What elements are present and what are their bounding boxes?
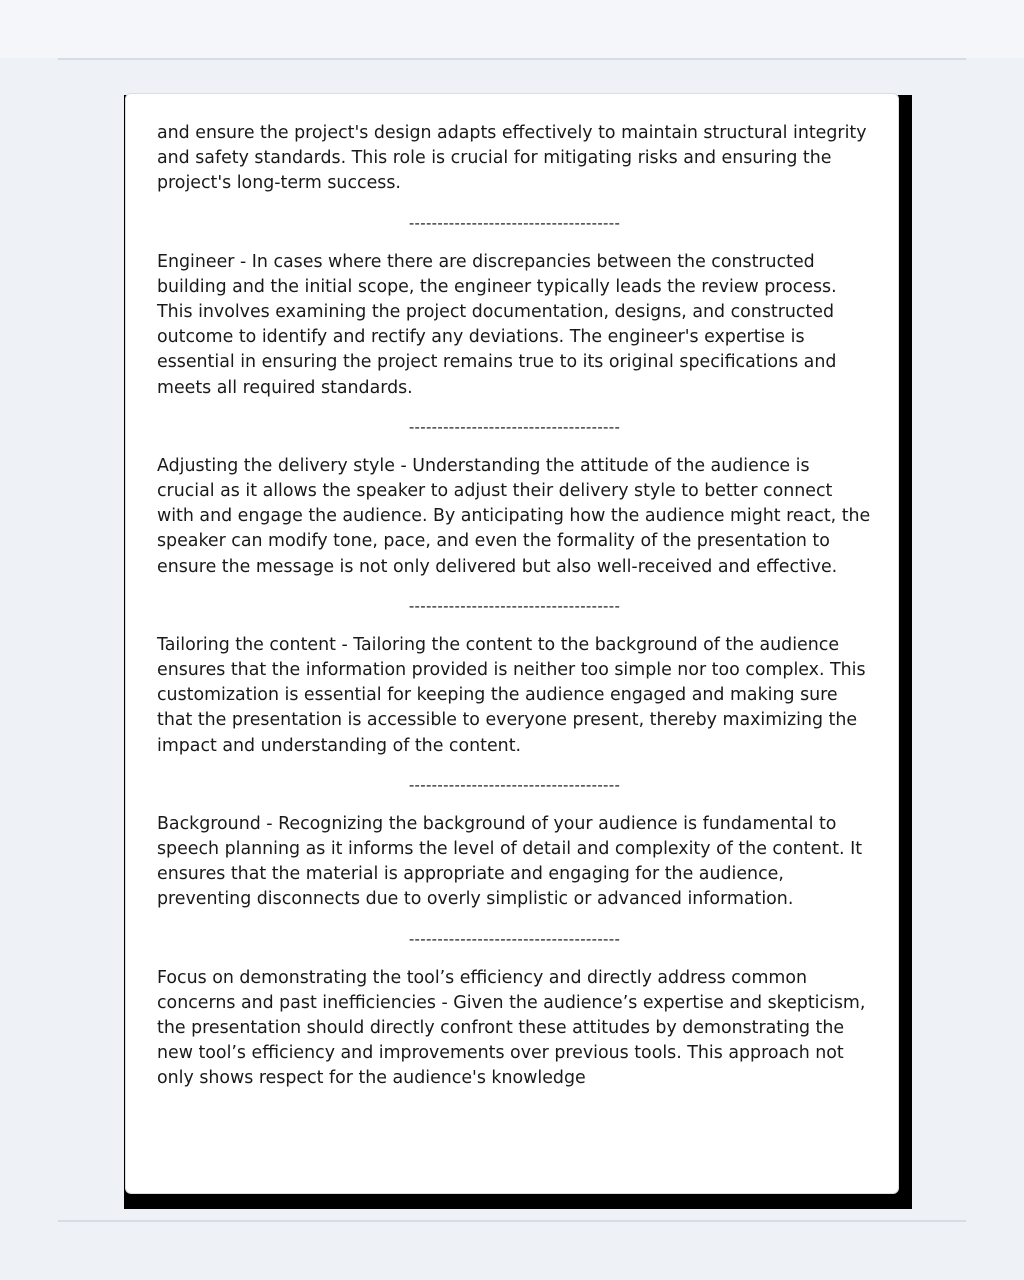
document-content bbox=[157, 121, 872, 1092]
bottom-divider bbox=[58, 1220, 966, 1222]
paragraph-engineer: Engineer - In cases where there are discrepancies between the constructed building and the initial scope, the engineer typically leads the review process. This involves examining the project documentation, designs, and constructed outcome to identify and rectify any deviations. The engineer's expertise is essential in ensuring the project remains true to its original specifications and meets all required standards. bbox=[157, 251, 837, 398]
separator: ------------------------------------- bbox=[408, 775, 621, 794]
paragraph-tool-efficiency: Focus on demonstrating the tool’s efficiency and directly address common concerns and past inefficiencies - Given the audience’s expertise and skepticism, the presentation should directly confront these attitudes by demonstrating the new tool’s efficiency and improvements over previous tools. This approach not only shows respect for the audience's knowledge bbox=[157, 967, 866, 1089]
separator: ------------------------------------- bbox=[408, 929, 621, 948]
paragraph-tailoring-content: Tailoring the content - Tailoring the content to the background of the audience ensures that the information provided is neither too simple nor too complex. This customization is essential for keeping the audience engaged and making sure that the presentation is accessible to everyone present, thereby maximizing the impact and understanding of the content. bbox=[157, 634, 866, 756]
paragraph-continuation: and ensure the project's design adapts effectively to maintain structural integrity and safety standards. This role is crucial for mitigating risks and ensuring the project's long-term success. bbox=[157, 123, 867, 194]
separator: ------------------------------------- bbox=[408, 213, 621, 232]
top-divider bbox=[58, 58, 966, 60]
separator: ------------------------------------- bbox=[408, 417, 621, 436]
document-card bbox=[125, 93, 899, 1194]
paragraph-delivery-style: Adjusting the delivery style - Understanding the attitude of the audience is crucial as it allows the speaker to adjust their delivery style to better connect with and engage the audience. By anticipating how the audience might react, the speaker can modify tone, pace, and even the formality of the presentation to ensure the message is not only delivered but also well-received and effective. bbox=[157, 455, 871, 577]
paragraph-background: Background - Recognizing the background of your audience is fundamental to speech planning as it informs the level of detail and complexity of the content. It ensures that the material is appropriate and engaging for the audience, preventing disconnects due to overly simplistic or advanced information. bbox=[157, 813, 863, 910]
separator: ------------------------------------- bbox=[408, 596, 621, 615]
top-bar bbox=[0, 0, 1024, 58]
